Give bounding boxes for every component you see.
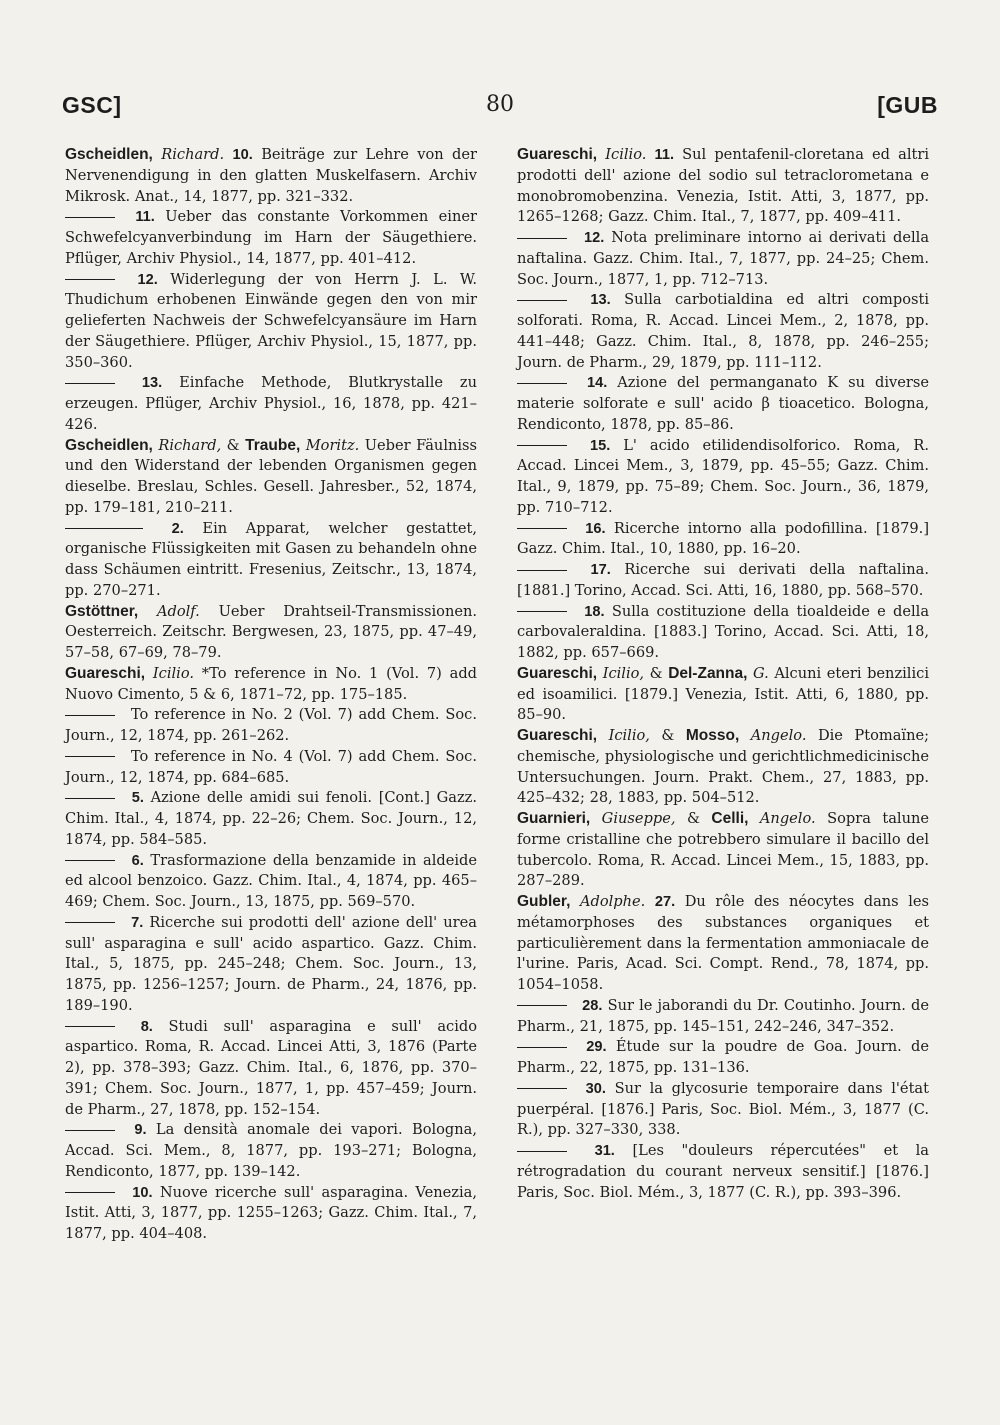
bibliography-entry (517, 1141, 929, 1203)
repeat-author-dash (65, 860, 115, 861)
bibliography-entry (517, 1079, 929, 1141)
repeat-author-dash (517, 1047, 567, 1048)
entry-text: Die Ptomaïne; chemische, physiologische und gerichtlichmedicinische Untersuchungen. Journ. Prakt. Chem., 27, 1883, pp. 425–432; 28, 1883, pp. 504–512. (517, 727, 930, 807)
bibliography-entry (65, 705, 477, 747)
entry-text: [Les "douleurs répercutées" et la rétrogradation du courant nerveux sensitif.] [1876.] Paris, Soc. Biol. Mém., 3, 1877 (C. R.), pp. 393–396. (517, 1142, 930, 1201)
repeat-author-dash (65, 756, 115, 757)
repeat-author-dash (65, 217, 115, 218)
coauthor-surname: Traube, (245, 436, 301, 454)
entry-text: Ricerche sui prodotti dell' azione dell' urea sull' asparagina e sull' acido aspartico. Gazz. Chim. Ital., 5, 1875, pp. 245–248; Chem. Soc. Journ., 13, 1875, pp. 1256–1257; Journ. de Pharm., 24, 1876, pp. 189–190. (65, 913, 477, 1014)
bibliography-entry (517, 726, 929, 809)
author-surname: Gstöttner, (65, 602, 139, 620)
repeat-author-dash (65, 1130, 115, 1131)
entry-text: Widerlegung der von Herrn J. L. W. Thudichum erhobenen Einwände gegen den von mir gelieferten Nachweis der Schwefelcyansäure im Harn der Säugethiere. Pflüger, Archiv Physiol., 15, 1877, pp. 350–360. (65, 270, 478, 371)
entry-text: Sul pentafenil-cloretana ed altri prodotti dell' azione del sodio sul tetraclorometana e monobromobenzina. Venezia, Istit. Atti, 3, 1877, pp. 1265–1268; Gazz. Chim. Ital., 7, 1877, pp. 409–411. (517, 146, 930, 226)
bibliography-entry (517, 1037, 929, 1079)
entry-number: 30. (585, 1080, 606, 1097)
bibliography-entry (517, 602, 929, 664)
entry-number: 18. (584, 603, 605, 620)
entry-text: Étude sur la poudre de Goa. Journ. de Pharm., 22, 1875, pp. 131–136. (517, 1038, 930, 1076)
repeat-author-dash (65, 798, 115, 799)
ampersand: & (226, 436, 240, 454)
entry-text: Ueber das constante Vorkommen einer Schwefelcyanverbindung im Harn der Säugethiere. Pflüger, Archiv Physiol., 14, 1877, pp. 401–412. (65, 208, 477, 267)
right-column (517, 145, 929, 1203)
author-given-name: Adolphe. (579, 893, 646, 910)
repeat-author-dash (65, 1192, 115, 1193)
entry-number: 15. (589, 437, 611, 454)
entry-text: Einfache Methode, Blutkrystalle zu erzeugen. Pflüger, Archiv Physiol., 16, 1878, pp. 421–426. (65, 374, 478, 433)
author-given-name: Richard, (158, 436, 222, 454)
entry-number: 28. (582, 997, 603, 1014)
bibliography-entry (65, 207, 477, 269)
entry-text: Ricerche sui derivati della naftalina. [1881.] Torino, Accad. Sci. Atti, 16, 1880, pp. 568–570. (517, 561, 930, 599)
repeat-author-dash (65, 279, 115, 280)
bibliography-entry (517, 519, 929, 561)
entry-text: Ricerche intorno alla podofillina. [1879.] Gazz. Chim. Ital., 10, 1880, pp. 16–20. (517, 519, 930, 558)
entry-number: 10. (132, 1184, 153, 1201)
bibliography-entry (65, 1120, 477, 1182)
coauthor-given-name: Moritz. (305, 436, 360, 454)
entry-text: Azione del permanganato K su diverse materie solforate e sull' acido β tioacetico. Bologna, Rendiconto, 1878, pp. 85–86. (517, 374, 930, 433)
bibliography-entry (65, 1183, 477, 1245)
entry-text: Sulla carbotialdina ed altri composti solforati. Roma, R. Accad. Lincei Mem., 2, 1878, pp. 441–448; Gazz. Chim. Ital., 8, 1878, pp. 246–255; Journ. de Pharm., 29, 1879, pp. 111–112. (517, 291, 930, 371)
author-surname: Gubler, (517, 893, 571, 910)
repeat-author-dash (517, 1088, 567, 1089)
author-given-name: Icilio, (608, 727, 650, 744)
bibliography-entry (517, 892, 929, 996)
repeat-author-dash (517, 528, 567, 529)
entry-text: Ueber Fäulniss und den Widerstand der lebenden Organismen gegen dieselbe. Breslau, Schles. Gesell. Jahresber., 52, 1874, pp. 179–181, 210–211. (65, 436, 478, 516)
entry-number: 16. (585, 520, 606, 537)
left-column (65, 145, 477, 1245)
bibliography-entry (517, 373, 929, 435)
repeat-author-dash (517, 383, 567, 384)
header-left-guide: GSC] (62, 92, 122, 118)
bibliography-entry (65, 145, 477, 207)
entry-number: 8. (140, 1018, 153, 1035)
entry-text: Nuove ricerche sull' asparagina. Venezia, Istit. Atti, 3, 1877, pp. 1255–1263; Gazz. Chim. Ital., 7, 1877, pp. 404–408. (65, 1183, 477, 1242)
coauthor-given-name: G. (752, 664, 769, 682)
coauthor-surname: Mosso, (685, 727, 740, 744)
bibliography-entry (517, 290, 929, 373)
bibliography-entry (65, 602, 477, 664)
entry-number: 27. (654, 894, 676, 910)
bibliography-entry (65, 664, 477, 706)
entry-number: 14. (586, 375, 608, 392)
entry-number: 13. (141, 375, 163, 392)
author-surname: Guareschi, (65, 664, 146, 682)
entry-text: Azione delle amidi sui fenoli. [Cont.] Gazz. Chim. Ital., 4, 1874, pp. 22–26; Chem. Soc. Journ., 12, 1874, pp. 584–585. (65, 789, 478, 848)
bibliography-entry (65, 436, 477, 519)
entry-text: Du rôle des néocytes dans les métamorphoses des substances organiques et particulièrement dans la fermentation ammoniacale de l'urine. Paris, Acad. Sci. Compt. Rend., 78, 1874, pp. 1054–1058. (517, 893, 929, 993)
author-surname: Guareschi, (517, 664, 598, 682)
entry-text: Sulla costituzione della tioaldeide e della carbovaleraldina. [1883.] Torino, Accad. Sci. Atti, 18, 1882, pp. 657–669. (517, 602, 930, 661)
ampersand: & (686, 810, 700, 827)
ampersand: & (649, 664, 663, 682)
repeat-author-dash (517, 1005, 567, 1006)
repeat-author-dash (65, 1026, 115, 1027)
entry-text: Studi sull' asparagina e sull' acido aspartico. Roma, R. Accad. Lincei Atti, 3, 1876 (Parte 2), pp. 378–393; Gazz. Chim. Ital., 6, 1876, pp. 370–391; Chem. Soc. Journ., 1877, 1, pp. 457–459; Journ. de Pharm., 27, 1878, pp. 152–154. (65, 1017, 478, 1118)
coauthor-surname: Celli, (711, 810, 749, 827)
entry-text: *To reference in No. 1 (Vol. 7) add Nuovo Cimento, 5 & 6, 1871–72, pp. 175–185. (65, 664, 477, 703)
entry-number: 7. (131, 914, 144, 931)
repeat-author-dash (65, 922, 115, 923)
author-given-name: Icilio. (152, 664, 195, 682)
coauthor-surname: Del-Zanna, (668, 664, 748, 682)
bibliography-entry (517, 560, 929, 602)
entry-number: 12. (583, 230, 605, 246)
bibliography-entry (517, 145, 929, 228)
entry-number: 31. (594, 1143, 615, 1159)
entry-text: To reference in No. 4 (Vol. 7) add Chem. Soc. Journ., 12, 1874, pp. 684–685. (65, 747, 477, 786)
repeat-author-dash (517, 1151, 567, 1152)
coauthor-given-name: Angelo. (750, 727, 807, 744)
entry-number: 29. (586, 1039, 607, 1056)
page-number: 80 (486, 92, 514, 117)
entry-text: Alcuni eteri benzilici ed isoamilici. [1879.] Venezia, Istit. Atti, 6, 1880, pp. 85–90. (517, 664, 929, 724)
bibliography-entry (65, 270, 477, 374)
author-surname: Gscheidlen, (65, 436, 153, 454)
bibliography-entry (517, 996, 929, 1038)
repeat-author-dash (65, 383, 115, 384)
entry-number: 6. (131, 852, 144, 869)
entry-text: Sopra talune forme cristalline che potrebbero simulare il bacillo del tubercolo. Roma, R. Accad. Lincei Mem., 15, 1883, pp. 287–289. (517, 810, 930, 890)
entry-text: Beiträge zur Lehre von der Nervenendigung in den glatten Muskelfasern. Archiv Mikrosk. Anat., 14, 1877, pp. 321–332. (65, 146, 477, 205)
bibliography-entry (65, 913, 477, 1017)
entry-text: La densità anomale dei vapori. Bologna, Accad. Sci. Mem., 8, 1877, pp. 193–271; Bologna, Rendiconto, 1877, pp. 139–142. (65, 1121, 478, 1180)
entry-number: 11. (654, 147, 674, 163)
repeat-author-dash (517, 238, 567, 239)
bibliography-entry (517, 436, 929, 519)
author-given-name: Adolf. (156, 602, 200, 620)
author-given-name: Giuseppe, (601, 810, 676, 827)
header-right-guide: [GUB (877, 92, 938, 118)
bibliography-entry (65, 851, 477, 913)
entry-text: Ein Apparat, welcher gestattet, organische Flüssigkeiten mit Gasen zu behandeln ohne dass Schäumen eintritt. Fresenius, Zeitschr., 13, 1874, pp. 270–271. (65, 519, 477, 599)
bibliography-entry (65, 519, 477, 602)
author-given-name: Richard. (161, 146, 225, 163)
bibliography-entry (517, 809, 929, 892)
author-surname: Guareschi, (517, 146, 598, 163)
entry-text: L' acido etilidendisolforico. Roma, R. Accad. Lincei Mem., 3, 1879, pp. 45–55; Gazz. Chim. Ital., 9, 1879, pp. 75–89; Chem. Soc. Journ., 36, 1879, pp. 710–712. (517, 436, 930, 516)
ampersand: & (661, 727, 675, 744)
author-surname: Guarnieri, (517, 810, 591, 827)
repeat-author-dash (517, 300, 567, 301)
bibliography-entry (517, 228, 929, 290)
repeat-authors-dash (65, 528, 143, 529)
entry-number: 12. (137, 271, 158, 288)
author-surname: Guareschi, (517, 727, 598, 744)
page-header (62, 92, 938, 122)
coauthor-given-name: Angelo. (759, 810, 816, 827)
entry-text: To reference in No. 2 (Vol. 7) add Chem. Soc. Journ., 12, 1874, pp. 261–262. (65, 706, 477, 744)
entry-text: Trasformazione della benzamide in aldeide ed alcool benzoico. Gazz. Chim. Ital., 4, 1874, pp. 465–469; Chem. Soc. Journ., 13, 1875, pp. 569–570. (65, 851, 477, 910)
entry-number: 13. (590, 292, 611, 309)
bibliography-entry (517, 664, 929, 726)
entry-number: 11. (135, 209, 155, 226)
repeat-author-dash (517, 611, 567, 612)
author-given-name: Icilio, (602, 664, 645, 682)
repeat-author-dash (65, 715, 115, 716)
entry-number: 5. (131, 790, 144, 807)
bibliography-entry (65, 1017, 477, 1121)
entry-number: 17. (590, 562, 611, 578)
entry-text: Nota preliminare intorno ai derivati della naftalina. Gazz. Chim. Ital., 7, 1877, pp. 24–25; Chem. Soc. Journ., 1877, 1, pp. 712–713. (517, 229, 930, 288)
entry-number: 10. (232, 147, 253, 163)
author-given-name: Icilio. (605, 146, 647, 163)
entry-number: 9. (134, 1122, 147, 1139)
bibliography-entry (65, 788, 477, 850)
entry-text: Sur la glycosurie temporaire dans l'état puerpéral. [1876.] Paris, Soc. Biol. Mém., 3, 1877 (C. R.), pp. 327–330, 338. (517, 1079, 929, 1139)
entry-text: Ueber Drahtseil-Transmissionen. Oesterreich. Zeitschr. Bergwesen, 23, 1875, pp. 47–49, 57–58, 67–69, 78–79. (65, 602, 478, 661)
repeat-author-dash (517, 570, 567, 571)
repeat-author-dash (517, 445, 567, 446)
entry-number: 2. (171, 520, 184, 537)
author-surname: Gscheidlen, (65, 146, 153, 163)
bibliography-entry (65, 747, 477, 789)
bibliography-entry (65, 373, 477, 435)
entry-text: Sur le jaborandi du Dr. Coutinho. Journ. de Pharm., 21, 1875, pp. 145–151, 242–246, 347–352. (517, 996, 929, 1035)
